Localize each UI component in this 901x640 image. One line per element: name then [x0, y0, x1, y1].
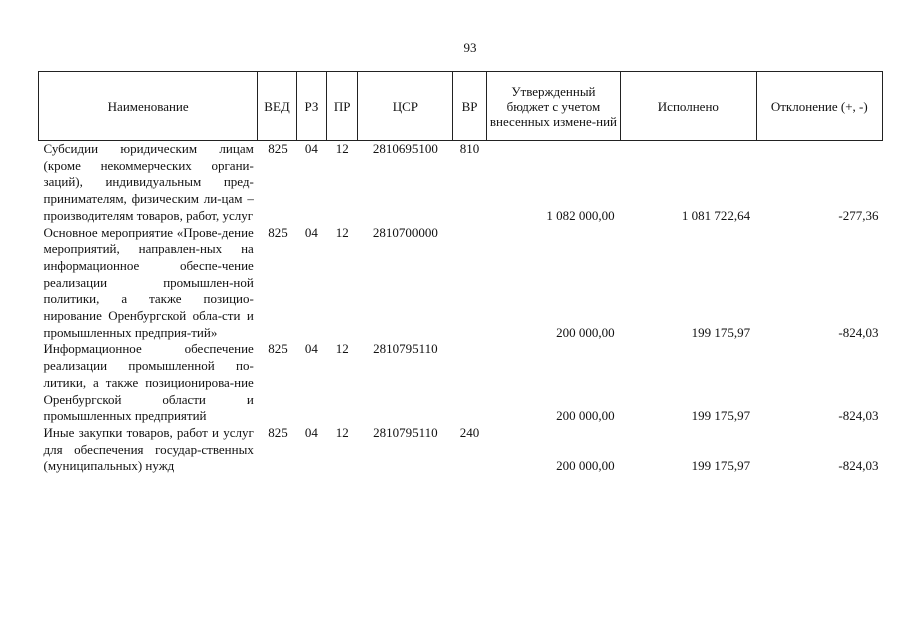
table-row	[39, 141, 883, 225]
row-executed: 1 081 722,64	[681, 207, 751, 223]
table-row	[39, 341, 883, 425]
header-rz: РЗ	[296, 72, 326, 141]
row-pr: 12	[335, 424, 349, 440]
row-budget: 1 082 000,00	[546, 207, 615, 223]
row-csr: 2810700000	[372, 224, 438, 240]
row-deviation: -824,03	[838, 408, 879, 424]
row-ved: 825	[268, 424, 288, 440]
row-vr	[453, 341, 486, 425]
row-rz: 04	[304, 224, 318, 240]
row-rz: 04	[304, 341, 318, 357]
header-deviation: Отклонение (+, -)	[756, 72, 882, 141]
row-pr: 12	[335, 224, 349, 240]
header-name: Наименование	[39, 72, 258, 141]
header-csr: ЦСР	[358, 72, 453, 141]
header-budget: Утвержденный бюджет с учетом внесенных измене-ний	[486, 72, 620, 141]
row-ved: 825	[268, 224, 288, 240]
row-deviation: -277,36	[838, 207, 879, 223]
row-budget: 200 000,00	[556, 324, 615, 340]
row-name: Информационное обеспечение реализации промышленной по-литики, а также позиционирова-ние Оренбургской области и промышленных предприятий	[43, 341, 254, 424]
header-ved: ВЕД	[258, 72, 296, 141]
row-budget: 200 000,00	[556, 458, 615, 474]
row-budget: 200 000,00	[556, 408, 615, 424]
row-executed: 199 175,97	[691, 324, 751, 340]
row-deviation: -824,03	[838, 458, 879, 474]
row-name: Иные закупки товаров, работ и услуг для обеспечения государ-ственных (муниципальных) нужд	[43, 424, 254, 474]
row-name: Основное мероприятие «Прове-дение мероприятий, направлен-ных на информационное обеспе-чение реализации промышлен-ной политики, а также позицио-нирование Оренбургской обла-сти и промышленных предприя-тий»	[43, 224, 254, 340]
header-executed: Исполнено	[621, 72, 756, 141]
header-vr: ВР	[453, 72, 486, 141]
budget-table	[38, 71, 883, 475]
header-pr: ПР	[327, 72, 358, 141]
table-header-row	[39, 72, 883, 141]
row-executed: 199 175,97	[691, 458, 751, 474]
row-executed: 199 175,97	[691, 408, 751, 424]
table-row	[39, 225, 883, 342]
page-number: 93	[463, 40, 477, 55]
row-vr: 240	[459, 424, 480, 440]
row-deviation: -824,03	[838, 324, 879, 340]
row-rz: 04	[304, 141, 318, 156]
row-csr: 2810795110	[373, 341, 438, 357]
row-csr: 2810695100	[372, 141, 438, 156]
row-csr: 2810795110	[373, 424, 438, 440]
row-pr: 12	[335, 341, 349, 357]
row-ved: 825	[268, 341, 288, 357]
row-vr: 810	[459, 141, 480, 156]
row-name: Субсидии юридическим лицам (кроме некоммерческих органи-заций), индивидуальным пред-принимателям, физическим ли-цам – производителям товаров, работ, услуг	[43, 141, 254, 223]
row-rz: 04	[304, 424, 318, 440]
row-ved: 825	[268, 141, 288, 156]
row-vr	[453, 225, 486, 342]
row-pr: 12	[335, 141, 349, 156]
table-row	[39, 425, 883, 475]
